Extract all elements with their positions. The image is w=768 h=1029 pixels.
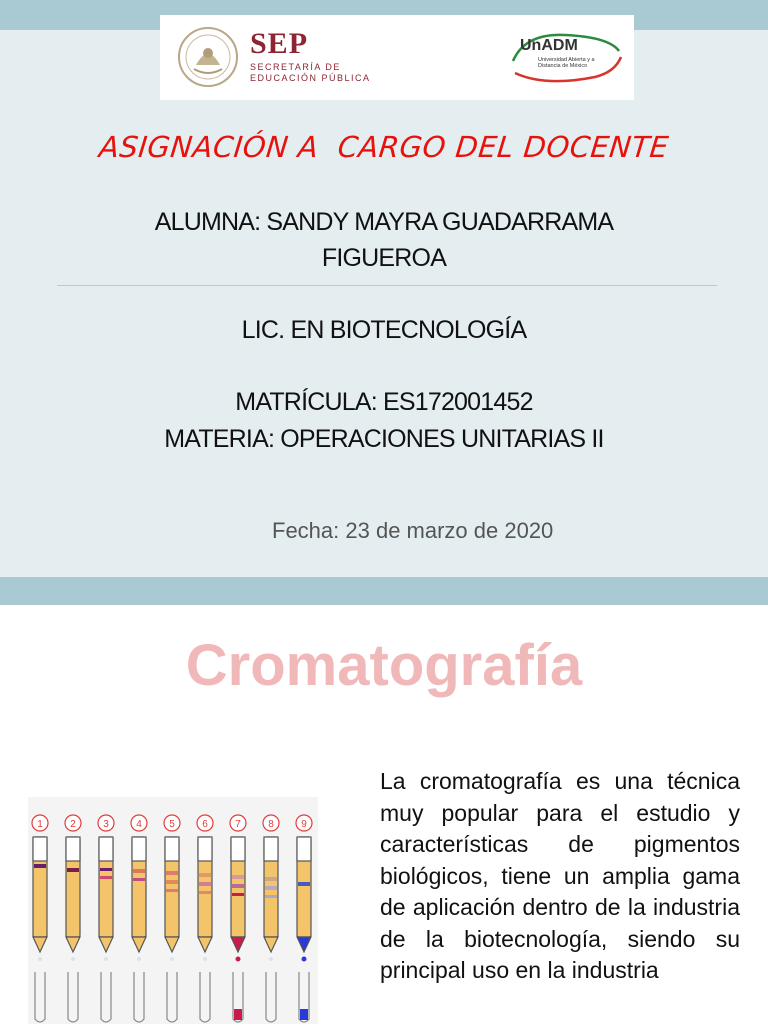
column-top (264, 837, 278, 861)
eluate-drop (104, 957, 108, 961)
collected-fraction (300, 1009, 308, 1020)
column-top (231, 837, 245, 861)
pigment-band (133, 869, 145, 873)
collected-fraction (234, 1009, 242, 1020)
enrollment-text: MATRÍCULA: ES172001452 (235, 388, 533, 416)
unadm-subtitle: Universidad Abierta y a Distancia de México (538, 57, 595, 69)
column-top (198, 837, 212, 861)
column-tip (165, 937, 179, 952)
pigment-band (166, 889, 178, 892)
eluate-drop (137, 957, 141, 961)
divider (57, 285, 717, 286)
collection-tube (167, 972, 177, 1022)
eluate-drop (38, 957, 42, 961)
pigment-band (265, 877, 277, 881)
column-tip (33, 937, 47, 952)
slide-title: ASIGNACIÓN A CARGO DEL DOCENTE (97, 130, 671, 164)
tube-number-label: 2 (70, 819, 76, 830)
column-top (99, 837, 113, 861)
pigment-band (100, 868, 112, 871)
column-tip (99, 937, 113, 952)
date-text: Fecha: 23 de marzo de 2020 (272, 518, 554, 543)
column-tip (231, 937, 245, 952)
column-tip (297, 937, 311, 952)
eluate-drop (236, 957, 241, 962)
pigment-band (298, 882, 310, 886)
tube-number-label: 5 (169, 819, 175, 830)
sep-subtitle: SECRETARÍA DE EDUCACIÓN PÚBLICA (250, 62, 371, 83)
section-title: Cromatografía (185, 633, 583, 698)
pigment-band (34, 864, 46, 868)
tube-number-label: 7 (235, 819, 241, 830)
column-tip (132, 937, 146, 952)
pigment-band (166, 880, 178, 884)
tube-number-label: 9 (301, 819, 307, 830)
column-tip (264, 937, 278, 952)
pigment-band (265, 886, 277, 890)
pigment-band (232, 875, 244, 879)
degree-text: LIC. EN BIOTECNOLOGÍA (241, 316, 527, 344)
eluate-drop (170, 957, 174, 961)
pigment-band (199, 873, 211, 877)
tube-number-label: 3 (103, 819, 109, 830)
pigment-band (265, 895, 277, 898)
column-tip (66, 937, 80, 952)
mexico-seal-icon (176, 25, 240, 89)
pigment-band (133, 878, 145, 881)
description-paragraph: La cromatografía es una técnica muy popular para el estudio y características de pigmentos biológicos, tiene un amplia gama de aplicación dentro de la industria de la biotecnología, siendo su principal uso en la industria (380, 768, 740, 983)
chromatography-columns-illustration (28, 797, 318, 1024)
pigment-band (232, 884, 244, 888)
unadm-logo: UnADM (520, 37, 578, 54)
chromatography-columns-image (28, 797, 318, 1024)
eluate-drop (203, 957, 207, 961)
column-top (165, 837, 179, 861)
column-top (132, 837, 146, 861)
slide-separator-band (0, 577, 768, 605)
tube-number-label: 4 (136, 819, 142, 830)
column-tip (198, 937, 212, 952)
pigment-band (199, 882, 211, 886)
collection-tube (35, 972, 45, 1022)
eluate-drop (269, 957, 273, 961)
eluate-drop (302, 957, 307, 962)
eluate-drop (71, 957, 75, 961)
subject-text: MATERIA: OPERACIONES UNITARIAS II (164, 425, 604, 453)
pigment-band (232, 893, 244, 896)
column-top (66, 837, 80, 861)
pigment-band (100, 876, 112, 879)
pigment-band (166, 871, 178, 875)
logo-banner (160, 15, 634, 100)
collection-tube (134, 972, 144, 1022)
column-top (33, 837, 47, 861)
column-top (297, 837, 311, 861)
collection-tube (266, 972, 276, 1022)
collection-tube (68, 972, 78, 1022)
collection-tube (200, 972, 210, 1022)
tube-number-label: 6 (202, 819, 208, 830)
sep-logo: SEP (250, 27, 309, 60)
collection-tube (101, 972, 111, 1022)
tube-number-label: 8 (268, 819, 274, 830)
student-name-line2: FIGUEROA (321, 244, 447, 272)
student-name-line1: ALUMNA: SANDY MAYRA GUADARRAMA (154, 208, 614, 236)
tube-number-label: 1 (37, 819, 43, 830)
pigment-band (67, 868, 79, 872)
pigment-band (199, 891, 211, 894)
